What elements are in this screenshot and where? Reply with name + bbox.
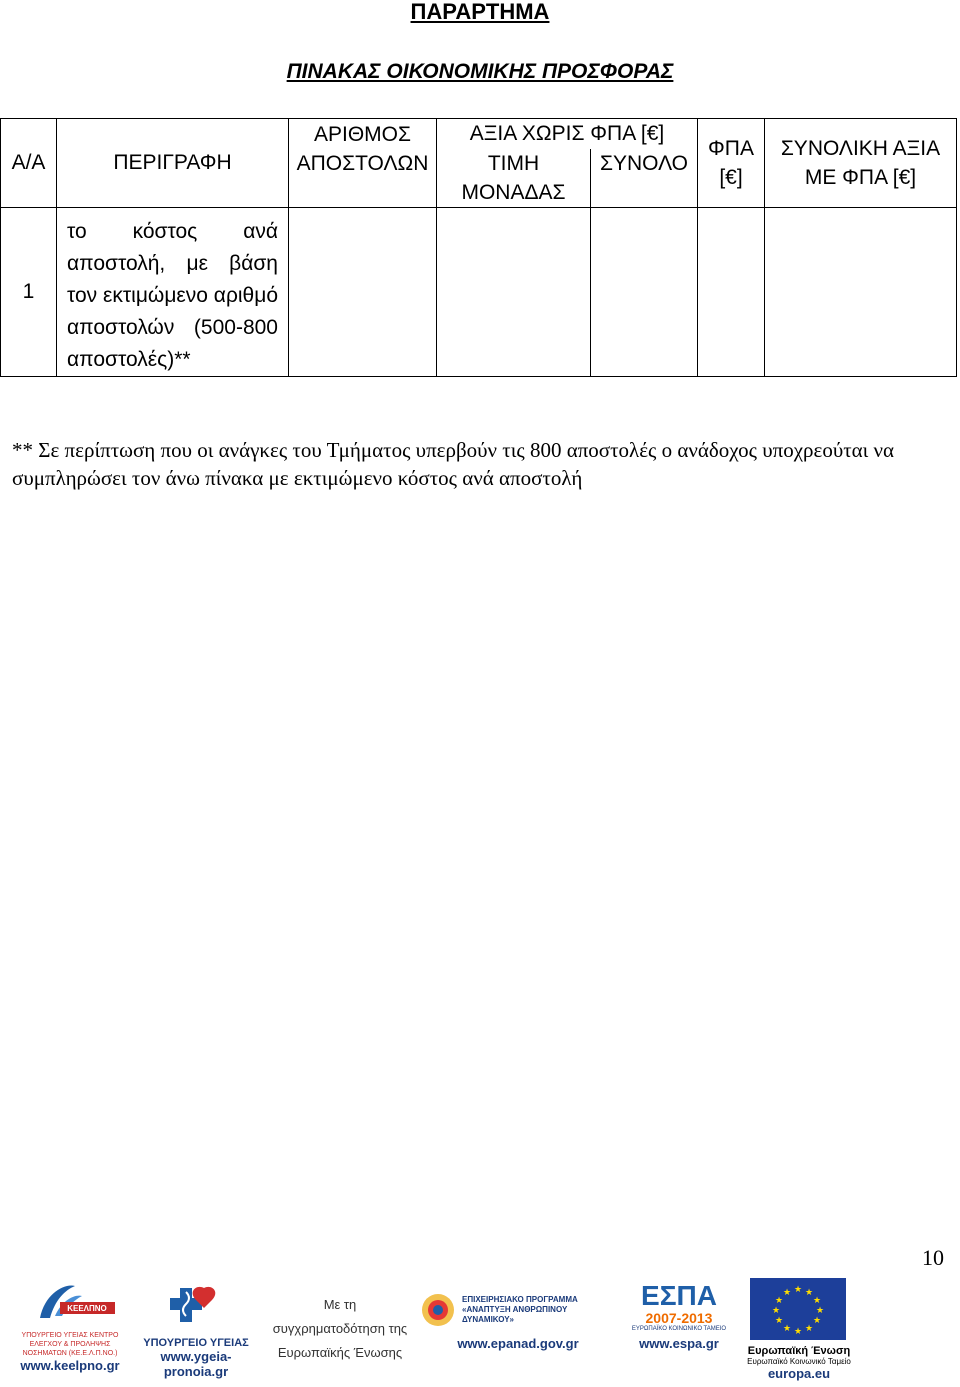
espa-url: www.espa.gr	[639, 1336, 719, 1351]
header-total-with-vat: ΣΥΝΟΛΙΚΗ ΑΞΙΑ ΜΕ ΦΠΑ [€]	[765, 119, 957, 208]
header-aa: Α/Α	[1, 119, 57, 208]
svg-text:★: ★	[782, 1324, 792, 1334]
header-unit-price: ΤΙΜΗ ΜΟΝΑΔΑΣ	[437, 149, 591, 208]
ministry-logo	[132, 1282, 260, 1379]
header-vat: ΦΠΑ [€]	[698, 119, 765, 208]
keelpno-logo-text: ΚΕΕΛΠΝΟ	[67, 1304, 107, 1313]
row-total[interactable]	[591, 207, 698, 376]
espa-period: 2007-2013	[645, 1310, 713, 1326]
table-row	[1, 207, 957, 376]
svg-text:★: ★	[782, 1288, 792, 1298]
svg-text:★: ★	[815, 1306, 825, 1316]
row-description-cell	[57, 207, 289, 376]
eu-url: europa.eu	[767, 1366, 831, 1381]
epanad-url: www.epanad.gov.gr	[457, 1336, 579, 1351]
svg-text:★: ★	[804, 1324, 814, 1334]
epanad-star-icon	[418, 1290, 458, 1330]
row-description: το κόστος ανά αποστολή, με βάση τον εκτιμώμενο αριθμό αποστολών (500-800 αποστολές)**	[67, 219, 279, 371]
eu-flag-icon	[750, 1278, 846, 1340]
keelpno-url: www.keelpno.gr	[20, 1358, 120, 1373]
epanad-logo	[418, 1290, 618, 1351]
keelpno-emblem-icon	[20, 1278, 120, 1326]
header-shipments-count: ΑΡΙΘΜΟΣ ΑΠΟΣΤΟΛΩΝ	[289, 119, 437, 208]
ministry-cross-icon	[132, 1282, 260, 1332]
header-value-without-vat: ΑΞΙΑ ΧΩΡΙΣ ΦΠΑ [€]	[437, 119, 698, 149]
svg-text:★: ★	[793, 1285, 803, 1295]
row-total-with-vat[interactable]	[765, 207, 957, 376]
header-description: ΠΕΡΙΓΡΑΦΗ	[57, 119, 289, 208]
row-aa: 1	[1, 207, 57, 376]
annex-title: ΠΑΡΑΡΤΗΜΑ	[410, 0, 550, 24]
svg-text:★: ★	[812, 1316, 822, 1326]
eu-logo	[740, 1278, 858, 1381]
financial-offer-table	[0, 118, 957, 377]
svg-text:★: ★	[812, 1296, 822, 1306]
keelpno-caption: ΥΠΟΥΡΓΕΙΟ ΥΓΕΙΑΣ ΚΕΝΤΡΟ ΕΛΕΓΧΟΥ & ΠΡΟΛΗΨΗΣ ΝΟΣΗΜΑΤΩΝ (ΚΕ.Ε.Λ.Π.ΝΟ.)	[21, 1332, 119, 1357]
co-funding-line-3: Ευρωπαϊκής Ένωσης	[277, 1345, 403, 1360]
ministry-caption: ΥΠΟΥΡΓΕΙΟ ΥΓΕΙΑΣ	[143, 1337, 249, 1349]
eu-subcaption: Ευρωπαϊκό Κοινωνικό Ταμείο	[747, 1357, 851, 1366]
table-title: ΠΙΝΑΚΑΣ ΟΙΚΟΝΟΜΙΚΗΣ ΠΡΟΣΦΟΡΑΣ	[286, 60, 674, 83]
svg-text:★: ★	[774, 1316, 784, 1326]
svg-text:★: ★	[793, 1327, 803, 1337]
ministry-url: www.ygeia-pronoia.gr	[160, 1349, 232, 1379]
row-shipments-count[interactable]	[289, 207, 437, 376]
svg-text:★: ★	[804, 1288, 814, 1298]
espa-logo-text: ΕΣΠΑ	[641, 1280, 717, 1311]
epanad-logo-text: ΕΠΙΧΕΙΡΗΣΙΑΚΟ ΠΡΟΓΡΑΜΜΑ «ΑΝΑΠΤΥΞΗ ΑΝΘΡΩΠΙΝΟΥ ΔΥΝΑΜΙΚΟΥ»	[462, 1295, 578, 1324]
espa-caption: ΕΥΡΩΠΑΪΚΟ ΚΟΙΝΩΝΙΚΟ ΤΑΜΕΙΟ	[631, 1326, 727, 1332]
eu-caption: Ευρωπαϊκή Ένωση	[747, 1345, 851, 1357]
row-vat[interactable]	[698, 207, 765, 376]
header-total: ΣΥΝΟΛΟ	[591, 149, 698, 208]
co-funding-text	[270, 1293, 410, 1365]
row-unit-price[interactable]	[437, 207, 591, 376]
co-funding-line-1: Με τη	[323, 1297, 357, 1312]
keelpno-logo	[20, 1278, 120, 1373]
footnote: ** Σε περίπτωση που οι ανάγκες του Τμήματος υπερβούν τις 800 αποστολές ο ανάδοχος υποχρεούται να συμπληρώσει τον άνω πίνακα με εκτιμώμενο κόστος ανά αποστολή	[12, 438, 895, 490]
espa-logo	[630, 1282, 728, 1351]
svg-text:★: ★	[771, 1306, 781, 1316]
svg-text:★: ★	[774, 1296, 784, 1306]
page-number: 10	[922, 1245, 944, 1270]
co-funding-line-2: συγχρηματοδότηση της	[272, 1321, 408, 1336]
